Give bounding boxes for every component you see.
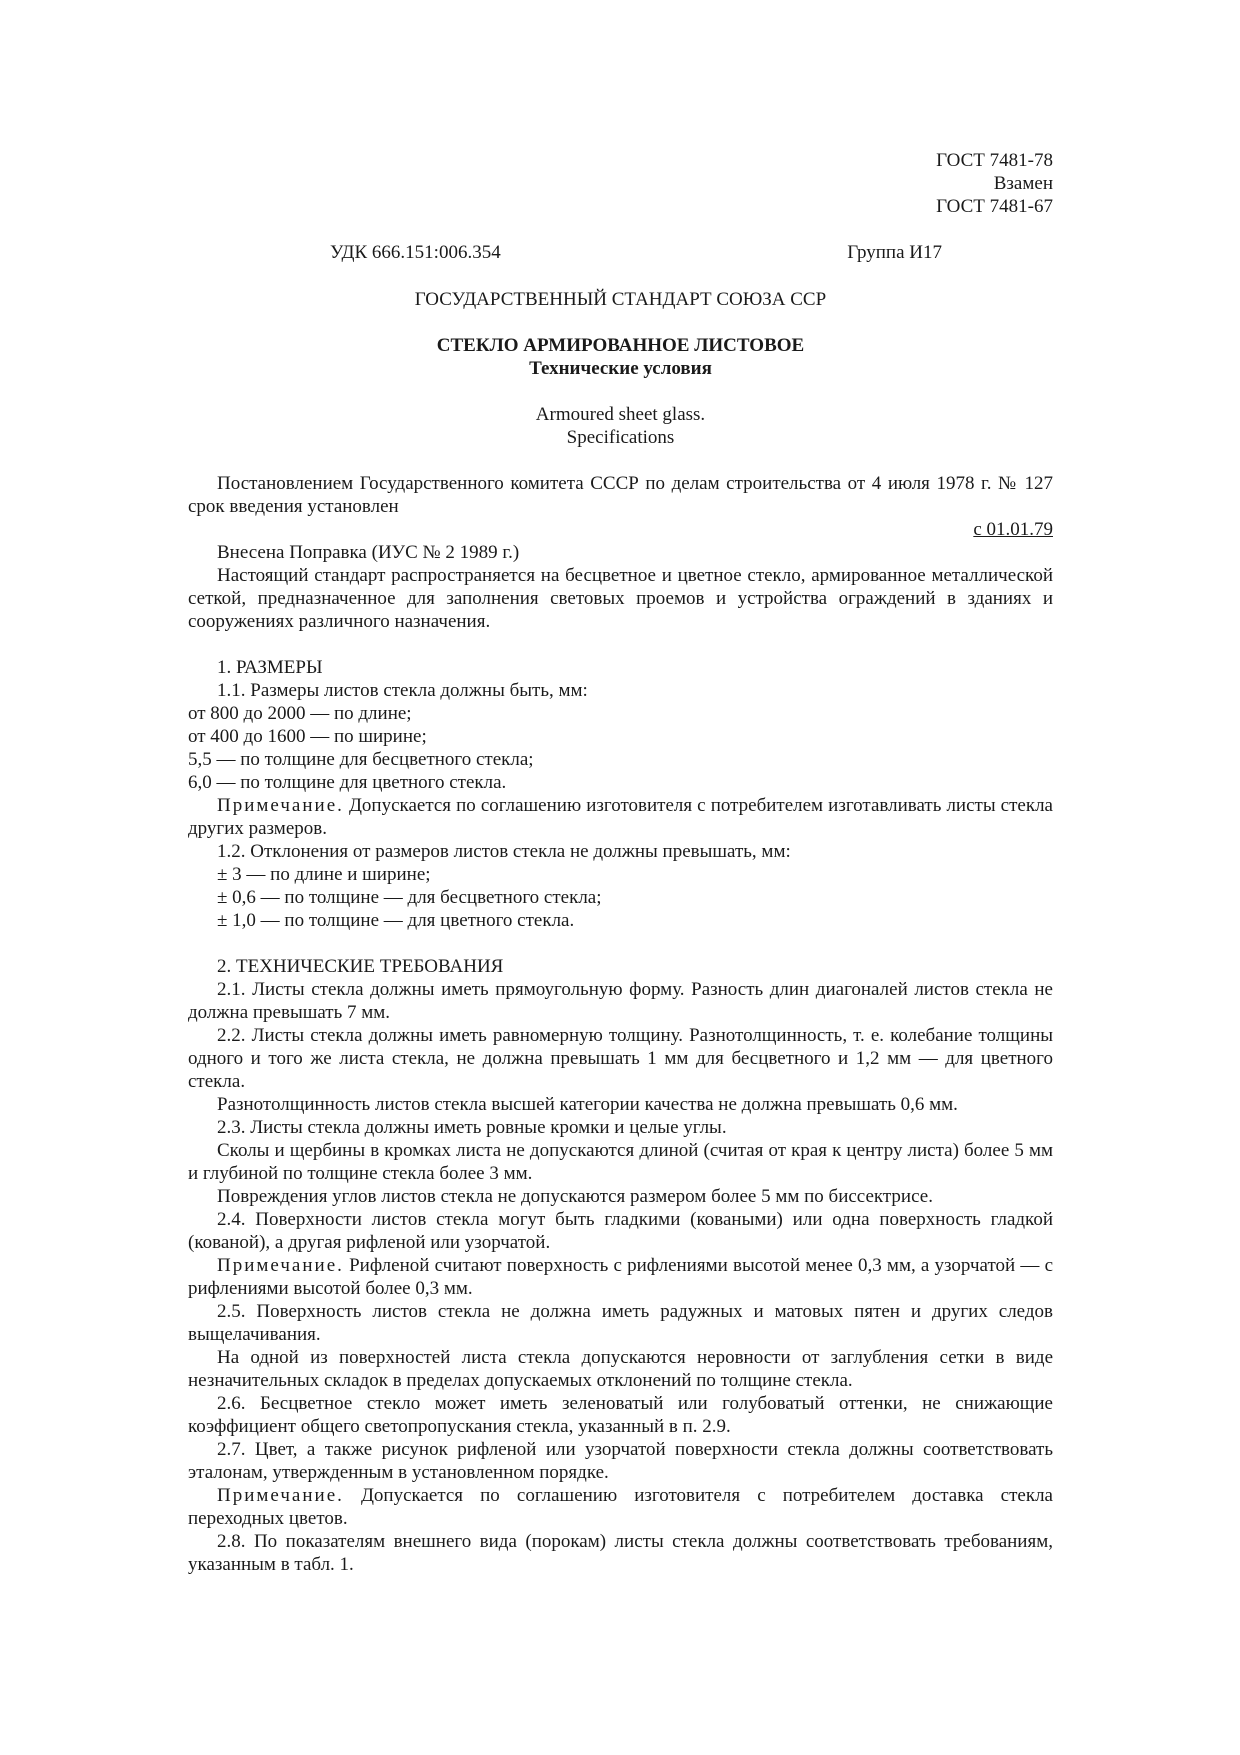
clause-1-1: 1.1. Размеры листов стекла должны быть, мм: xyxy=(217,680,588,701)
note-text: Рифленой считают поверхность с рифлениями высотой менее 0,3 мм, а узорчатой — с рифлениями высотой более 0,3 мм. xyxy=(188,1255,1053,1299)
spacer xyxy=(188,932,1053,955)
replaces-label: Взамен xyxy=(993,173,1053,194)
dim-width: от 400 до 1600 — по ширине; xyxy=(188,726,427,747)
note-2 xyxy=(188,1254,1053,1300)
clause-2-2b: Разнотолщинность листов стекла высшей категории качества не должна превышать 0,6 мм. xyxy=(217,1094,958,1115)
state-standard-heading: ГОСУДАРСТВЕННЫЙ СТАНДАРТ СОЮЗА ССР xyxy=(414,289,827,310)
clause-2-1: 2.1. Листы стекла должны иметь прямоугольную форму. Разность длин диагоналей листов стекла не должна превышать 7 мм. xyxy=(188,979,1053,1023)
clause-2-8: 2.8. По показателям внешнего вида (порокам) листы стекла должны соответствовать требованиям, указанным в табл. 1. xyxy=(188,1531,1053,1575)
dev-length-width: ± 3 — по длине и ширине; xyxy=(217,864,431,885)
dim-length: от 800 до 2000 — по длине; xyxy=(188,703,412,724)
clause-2-7: 2.7. Цвет, а также рисунок рифленой или узорчатой поверхности стекла должны соответствовать эталонам, утвержденным в установленном порядке. xyxy=(188,1439,1053,1483)
clause-2-5b: На одной из поверхностей листа стекла допускаются неровности от заглубления сетки в виде незначительных складок в пределах допускаемых отклонений по толщине стекла. xyxy=(188,1347,1053,1391)
amendment-note: Внесена Поправка (ИУС № 2 1989 г.) xyxy=(217,542,520,563)
clause-2-3c: Повреждения углов листов стекла не допускаются размером более 5 мм по биссектрисе. xyxy=(217,1186,933,1207)
clause-2-3b: Сколы и щербины в кромках листа не допускаются длиной (считая от края к центру листа) более 5 мм и глубиной по толщине стекла более 3 мм. xyxy=(188,1140,1053,1184)
gost-number: ГОСТ 7481-78 xyxy=(936,150,1053,171)
note-label: Примечание. xyxy=(217,795,344,816)
title-ru: СТЕКЛО АРМИРОВАННОЕ ЛИСТОВОЕ xyxy=(436,335,805,356)
udk-code: УДК 666.151:006.354 xyxy=(330,242,501,263)
dim-thickness-color: 6,0 — по толщине для цветного стекла. xyxy=(188,772,507,793)
section1-heading: 1. РАЗМЕРЫ xyxy=(217,657,323,678)
gost-designation-block xyxy=(653,149,1053,218)
effective-date: с 01.01.79 xyxy=(973,519,1053,540)
subtitle-ru: Технические условия xyxy=(529,358,712,379)
note-label: Примечание. xyxy=(217,1485,344,1506)
spacer xyxy=(188,633,1053,656)
scope-paragraph: Настоящий стандарт распространяется на бесцветное и цветное стекло, армированное металлической сеткой, предназначенное для заполнения световых проемов и устройства ограждений в зданиях и сооружениях различного назначения. xyxy=(188,565,1053,632)
note-text: Допускается по соглашению изготовителя с потребителем доставка стекла переходных цветов. xyxy=(188,1485,1053,1529)
clause-2-5: 2.5. Поверхность листов стекла не должна иметь радужных и матовых пятен и других следов выщелачивания. xyxy=(188,1301,1053,1345)
note-label: Примечание. xyxy=(217,1255,344,1276)
decree-paragraph: Постановлением Государственного комитета СССР по делам строительства от 4 июля 1978 г. № 127 срок введения установлен xyxy=(188,473,1053,517)
group-code: Группа И17 xyxy=(847,242,942,263)
udk-group-row xyxy=(330,241,942,264)
clause-2-2: 2.2. Листы стекла должны иметь равномерную толщину. Разнотолщинность, т. е. колебание толщины одного и того же листа стекла, не должна превышать 1 мм для бесцветного и 1,2 мм — для цветного стекла. xyxy=(188,1025,1053,1092)
note-text: Допускается по соглашению изготовителя с потребителем изготавливать листы стекла других размеров. xyxy=(188,795,1053,839)
clause-1-2: 1.2. Отклонения от размеров листов стекла не должны превышать, мм: xyxy=(217,841,791,862)
clause-2-3: 2.3. Листы стекла должны иметь ровные кромки и целые углы. xyxy=(217,1117,727,1138)
note-1 xyxy=(188,794,1053,840)
document-body xyxy=(188,472,1053,1576)
dev-thickness-clear: ± 0,6 — по толщине — для бесцветного стекла; xyxy=(217,887,602,908)
section2-heading: 2. ТЕХНИЧЕСКИЕ ТРЕБОВАНИЯ xyxy=(217,956,504,977)
english-title xyxy=(188,403,1053,449)
clause-2-6: 2.6. Бесцветное стекло может иметь зеленоватый или голубоватый оттенки, не снижающие коэффициент общего светопропускания стекла, указанный в п. 2.9. xyxy=(188,1393,1053,1437)
note-3 xyxy=(188,1484,1053,1530)
replaced-gost: ГОСТ 7481-67 xyxy=(936,196,1053,217)
dim-thickness-clear: 5,5 — по толщине для бесцветного стекла; xyxy=(188,749,534,770)
dev-thickness-color: ± 1,0 — по толщине — для цветного стекла. xyxy=(217,910,575,931)
clause-2-4: 2.4. Поверхности листов стекла могут быть гладкими (коваными) или одна поверхность гладкой (кованой), а другая рифленой или узорчатой. xyxy=(188,1209,1053,1253)
document-title xyxy=(188,334,1053,380)
title-en-line2: Specifications xyxy=(566,427,675,448)
title-en-line1: Armoured sheet glass. xyxy=(535,404,706,425)
